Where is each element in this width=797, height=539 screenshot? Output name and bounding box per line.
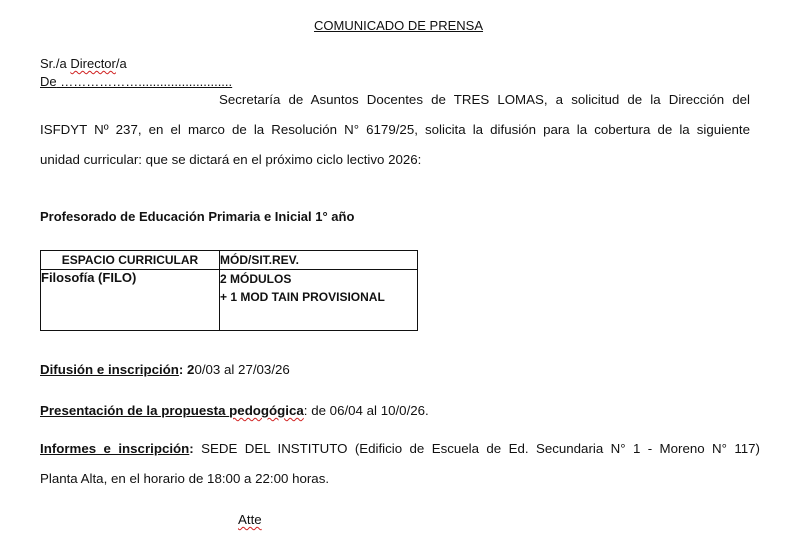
salutation-prefix: Sr./a	[40, 56, 71, 71]
salutation-suffix: /a	[115, 56, 127, 71]
from-dots: ………………..........................	[56, 74, 233, 89]
informes-line-1	[40, 441, 760, 456]
paragraph-line-1: Secretaría de Asuntos Docentes de TRES LOMAS, a solicitud de la Dirección del	[219, 92, 750, 107]
cell-modulos	[220, 270, 418, 331]
cell-espacio: Filosofía (FILO)	[41, 270, 220, 331]
informes-label: Informes e inscripción	[40, 441, 190, 456]
salutation-line	[40, 56, 127, 71]
paragraph-line-2: ISFDYT Nº 237, en el marco de la Resolución N° 6179/25, solicita la difusión para la cobertura de la siguiente	[40, 122, 750, 137]
program-heading: Profesorado de Educación Primaria e Inicial 1° año	[40, 209, 355, 224]
paragraph-line-3: unidad curricular: que se dictará en el próximo ciclo lectivo 2026:	[40, 152, 422, 167]
presentacion-label-b: pedogógica	[229, 403, 304, 418]
informes-line-2: Planta Alta, en el horario de 18:00 a 22:00 horas.	[40, 471, 330, 486]
difusion-colon: :	[178, 362, 188, 377]
presentacion-line	[40, 403, 429, 418]
salutation-director: Director	[70, 56, 116, 71]
closing: Atte	[238, 512, 262, 527]
difusion-value: 0/03 al 27/03/26	[194, 362, 290, 377]
difusion-label: Difusión e inscripción	[40, 362, 179, 377]
difusion-line	[40, 362, 290, 377]
header-modulos: MÓD/SIT.REV.	[220, 251, 418, 270]
table-header-row	[41, 251, 418, 270]
presentacion-label-a: Presentación de la propuesta	[40, 403, 230, 418]
curricular-table	[40, 250, 418, 331]
presentacion-value: de 06/04 al 10/0/26.	[307, 403, 429, 418]
modulos-line-1: 2 MÓDULOS	[220, 272, 292, 286]
table-row	[41, 270, 418, 331]
difusion-bold-digit: 2	[187, 362, 195, 377]
from-line	[40, 74, 232, 89]
modulos-line-2: + 1 MOD TAIN PROVISIONAL	[220, 290, 385, 304]
informes-value: SEDE DEL INSTITUTO (Edificio de Escuela de Ed. Secundaria N° 1 - Moreno N° 117)	[193, 441, 760, 456]
page-title: COMUNICADO DE PRENSA	[313, 18, 484, 33]
header-espacio: ESPACIO CURRICULAR	[41, 251, 220, 270]
informes-colon: :	[189, 441, 194, 456]
presentacion-colon: :	[303, 403, 308, 418]
from-label: De	[40, 74, 57, 89]
